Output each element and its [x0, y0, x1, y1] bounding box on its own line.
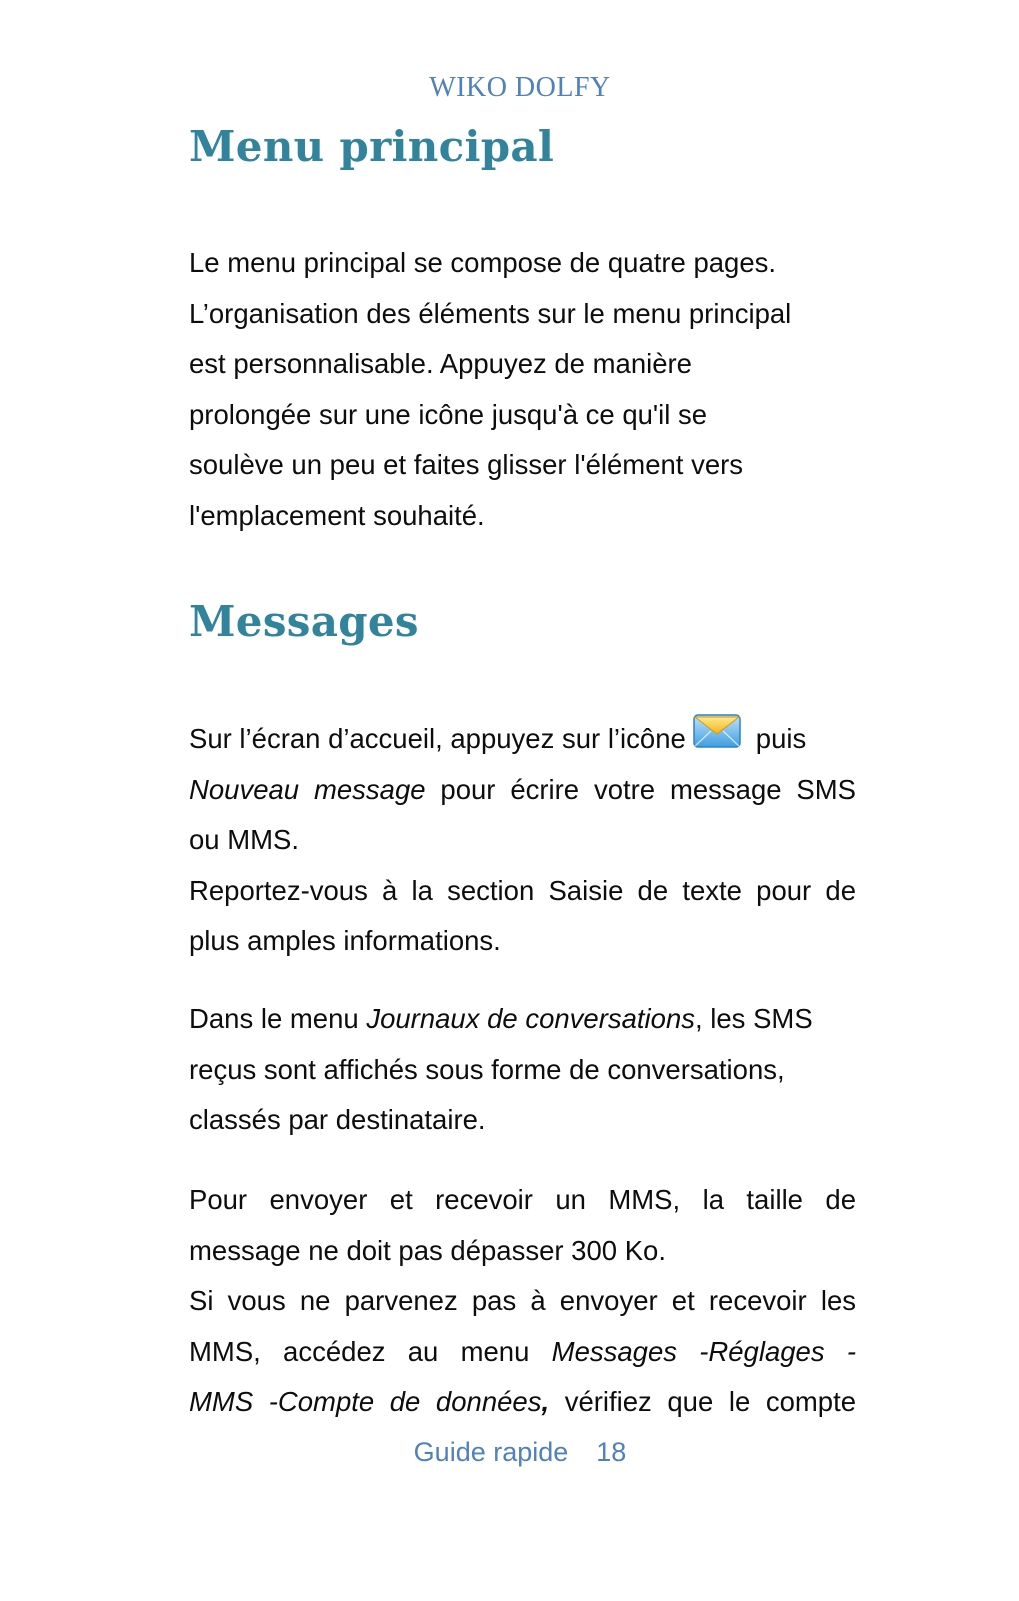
text-line [189, 1377, 856, 1428]
text-line: est personnalisable. Appuyez de manière [189, 348, 692, 379]
envelope-icon [692, 712, 742, 750]
text-line: reçus sont affichés sous forme de conversations, [189, 1053, 785, 1085]
section-heading-messages: Messages [189, 597, 419, 646]
text-line: Reportez-vous à la section Saisie de texte pour de [189, 874, 856, 906]
paragraph-mms [189, 1175, 856, 1428]
text-line: Le menu principal se compose de quatre pages. [189, 247, 777, 278]
menu-path-messages-reglages: Messages -Réglages - [551, 1335, 857, 1367]
text-line: soulève un peu et faites glisser l'élément vers [189, 449, 744, 480]
section-heading-menu-principal: Menu principal [189, 122, 555, 171]
text-line: L’organisation des éléments sur le menu principal [189, 297, 792, 329]
text-line: l'emplacement souhaité. [189, 499, 485, 531]
menu-path-compte-donnees: MMS -Compte de données [189, 1386, 542, 1417]
text-line: ou MMS. [189, 824, 300, 855]
text-segment: pour écrire votre message SMS [440, 773, 857, 805]
text-line: Si vous ne parvenez pas à envoyer et recevoir les [189, 1285, 856, 1316]
paragraph-conversations [189, 994, 856, 1146]
text-segment: MMS, accédez au menu [189, 1335, 530, 1367]
text-before-icon: Sur l’écran d’accueil, appuyez sur l’icône [189, 723, 686, 754]
paragraph-menu-principal [189, 238, 856, 541]
text-line: classés par destinataire. [189, 1104, 486, 1135]
menu-name-nouveau-message: Nouveau message [189, 773, 426, 805]
punctuation: , [541, 1386, 550, 1417]
page-footer [0, 1437, 1019, 1468]
menu-name-journaux: Journaux de conversations [366, 1003, 695, 1034]
text-line: prolongée sur une icône jusqu'à ce qu'il se [189, 398, 708, 430]
paragraph-messages-intro [189, 712, 856, 967]
page-number: 18 [596, 1437, 627, 1467]
text-segment: , les SMS [695, 1003, 813, 1034]
text-line: plus amples informations. [189, 925, 501, 956]
text-after-icon: puis [755, 723, 807, 754]
text-line [189, 994, 856, 1045]
text-line [189, 712, 856, 765]
text-segment: Dans le menu [189, 1003, 359, 1034]
text-line: message ne doit pas dépasser 300 Ko. [189, 1234, 666, 1266]
text-line: Pour envoyer et recevoir un MMS, la taille de [189, 1184, 856, 1215]
text-line [189, 765, 856, 816]
text-segment: vérifiez que le compte [564, 1386, 857, 1417]
footer-label: Guide rapide [413, 1437, 569, 1467]
running-header: WIKO DOLFY [429, 72, 611, 103]
text-line [189, 1327, 856, 1378]
